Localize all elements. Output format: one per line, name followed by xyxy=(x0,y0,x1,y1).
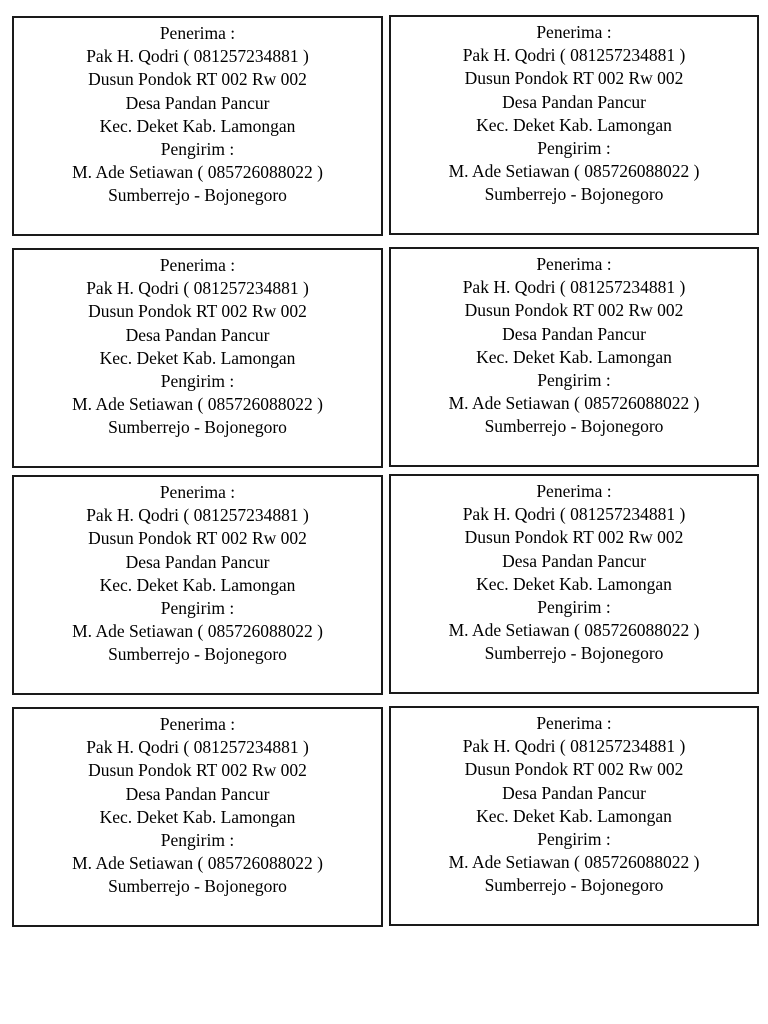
shipping-label-3 xyxy=(12,248,383,468)
recipient-address-line: Dusun Pondok RT 002 Rw 002 xyxy=(88,760,307,781)
recipient-address-line: Dusun Pondok RT 002 Rw 002 xyxy=(88,528,307,549)
recipient-address-line: Desa Pandan Pancur xyxy=(125,551,270,572)
sender-address: Sumberrejo - Bojonegoro xyxy=(484,416,664,437)
recipient-name: Pak H. Qodri ( 081257234881 ) xyxy=(462,45,686,66)
recipient-address-line: Desa Pandan Pancur xyxy=(125,783,270,804)
recipient-address-line: Dusun Pondok RT 002 Rw 002 xyxy=(464,527,684,548)
sender-name: M. Ade Setiawan ( 085726088022 ) xyxy=(448,393,700,414)
shipping-label-6 xyxy=(389,474,759,694)
shipping-label-5 xyxy=(12,475,383,695)
recipient-address-line: Kec. Deket Kab. Lamongan xyxy=(99,347,296,368)
recipient-address-line: Kec. Deket Kab. Lamongan xyxy=(99,115,296,136)
recipient-address-line: Desa Pandan Pancur xyxy=(125,324,270,345)
recipient-name: Pak H. Qodri ( 081257234881 ) xyxy=(86,46,309,67)
recipient-name: Pak H. Qodri ( 081257234881 ) xyxy=(462,736,686,757)
shipping-label-1 xyxy=(12,16,383,236)
recipient-name: Pak H. Qodri ( 081257234881 ) xyxy=(86,278,309,299)
recipient-heading: Penerima : xyxy=(159,714,236,734)
recipient-address-line: Kec. Deket Kab. Lamongan xyxy=(99,574,296,595)
recipient-address-line: Dusun Pondok RT 002 Rw 002 xyxy=(464,300,684,321)
shipping-label-8 xyxy=(389,706,759,926)
sender-name: M. Ade Setiawan ( 085726088022 ) xyxy=(72,394,323,415)
sender-heading: Pengirim : xyxy=(537,597,611,618)
recipient-address-line: Kec. Deket Kab. Lamongan xyxy=(99,806,296,827)
recipient-address-line: Kec. Deket Kab. Lamongan xyxy=(476,573,672,594)
sender-name: M. Ade Setiawan ( 085726088022 ) xyxy=(448,852,700,873)
shipping-label-4 xyxy=(389,247,759,467)
recipient-address-line: Dusun Pondok RT 002 Rw 002 xyxy=(464,759,684,780)
recipient-address-line: Kec. Deket Kab. Lamongan xyxy=(476,805,672,826)
sender-address: Sumberrejo - Bojonegoro xyxy=(484,875,664,896)
shipping-label-7 xyxy=(12,707,383,927)
recipient-address-line: Desa Pandan Pancur xyxy=(502,782,646,803)
recipient-address-line: Desa Pandan Pancur xyxy=(125,92,270,113)
sender-heading: Pengirim : xyxy=(160,371,235,392)
shipping-label-2 xyxy=(389,15,759,235)
recipient-address-line: Dusun Pondok RT 002 Rw 002 xyxy=(88,69,307,90)
recipient-name: Pak H. Qodri ( 081257234881 ) xyxy=(462,277,686,298)
recipient-heading: Penerima : xyxy=(536,481,612,501)
recipient-address-line: Dusun Pondok RT 002 Rw 002 xyxy=(88,301,307,322)
recipient-address-line: Desa Pandan Pancur xyxy=(502,550,646,571)
recipient-heading: Penerima : xyxy=(159,23,236,43)
sender-address: Sumberrejo - Bojonegoro xyxy=(108,185,287,206)
recipient-heading: Penerima : xyxy=(159,255,236,275)
sender-heading: Pengirim : xyxy=(537,138,611,159)
sender-heading: Pengirim : xyxy=(537,829,611,850)
sender-name: M. Ade Setiawan ( 085726088022 ) xyxy=(72,621,323,642)
sender-address: Sumberrejo - Bojonegoro xyxy=(108,417,287,438)
sender-heading: Pengirim : xyxy=(160,598,235,619)
recipient-address-line: Kec. Deket Kab. Lamongan xyxy=(476,346,672,367)
sender-address: Sumberrejo - Bojonegoro xyxy=(108,876,287,897)
sender-name: M. Ade Setiawan ( 085726088022 ) xyxy=(72,162,323,183)
recipient-heading: Penerima : xyxy=(159,482,236,502)
sender-address: Sumberrejo - Bojonegoro xyxy=(484,643,664,664)
recipient-heading: Penerima : xyxy=(536,22,612,42)
sender-name: M. Ade Setiawan ( 085726088022 ) xyxy=(448,620,700,641)
recipient-name: Pak H. Qodri ( 081257234881 ) xyxy=(86,505,309,526)
sender-name: M. Ade Setiawan ( 085726088022 ) xyxy=(72,853,323,874)
recipient-name: Pak H. Qodri ( 081257234881 ) xyxy=(86,737,309,758)
sender-address: Sumberrejo - Bojonegoro xyxy=(108,644,287,665)
sender-heading: Pengirim : xyxy=(537,370,611,391)
recipient-heading: Penerima : xyxy=(536,254,612,274)
sender-name: M. Ade Setiawan ( 085726088022 ) xyxy=(448,161,700,182)
recipient-address-line: Desa Pandan Pancur xyxy=(502,323,646,344)
recipient-address-line: Desa Pandan Pancur xyxy=(502,91,646,112)
sender-heading: Pengirim : xyxy=(160,139,235,160)
recipient-heading: Penerima : xyxy=(536,713,612,733)
sender-address: Sumberrejo - Bojonegoro xyxy=(484,184,664,205)
recipient-address-line: Kec. Deket Kab. Lamongan xyxy=(476,114,672,135)
recipient-name: Pak H. Qodri ( 081257234881 ) xyxy=(462,504,686,525)
sender-heading: Pengirim : xyxy=(160,830,235,851)
recipient-address-line: Dusun Pondok RT 002 Rw 002 xyxy=(464,68,684,89)
